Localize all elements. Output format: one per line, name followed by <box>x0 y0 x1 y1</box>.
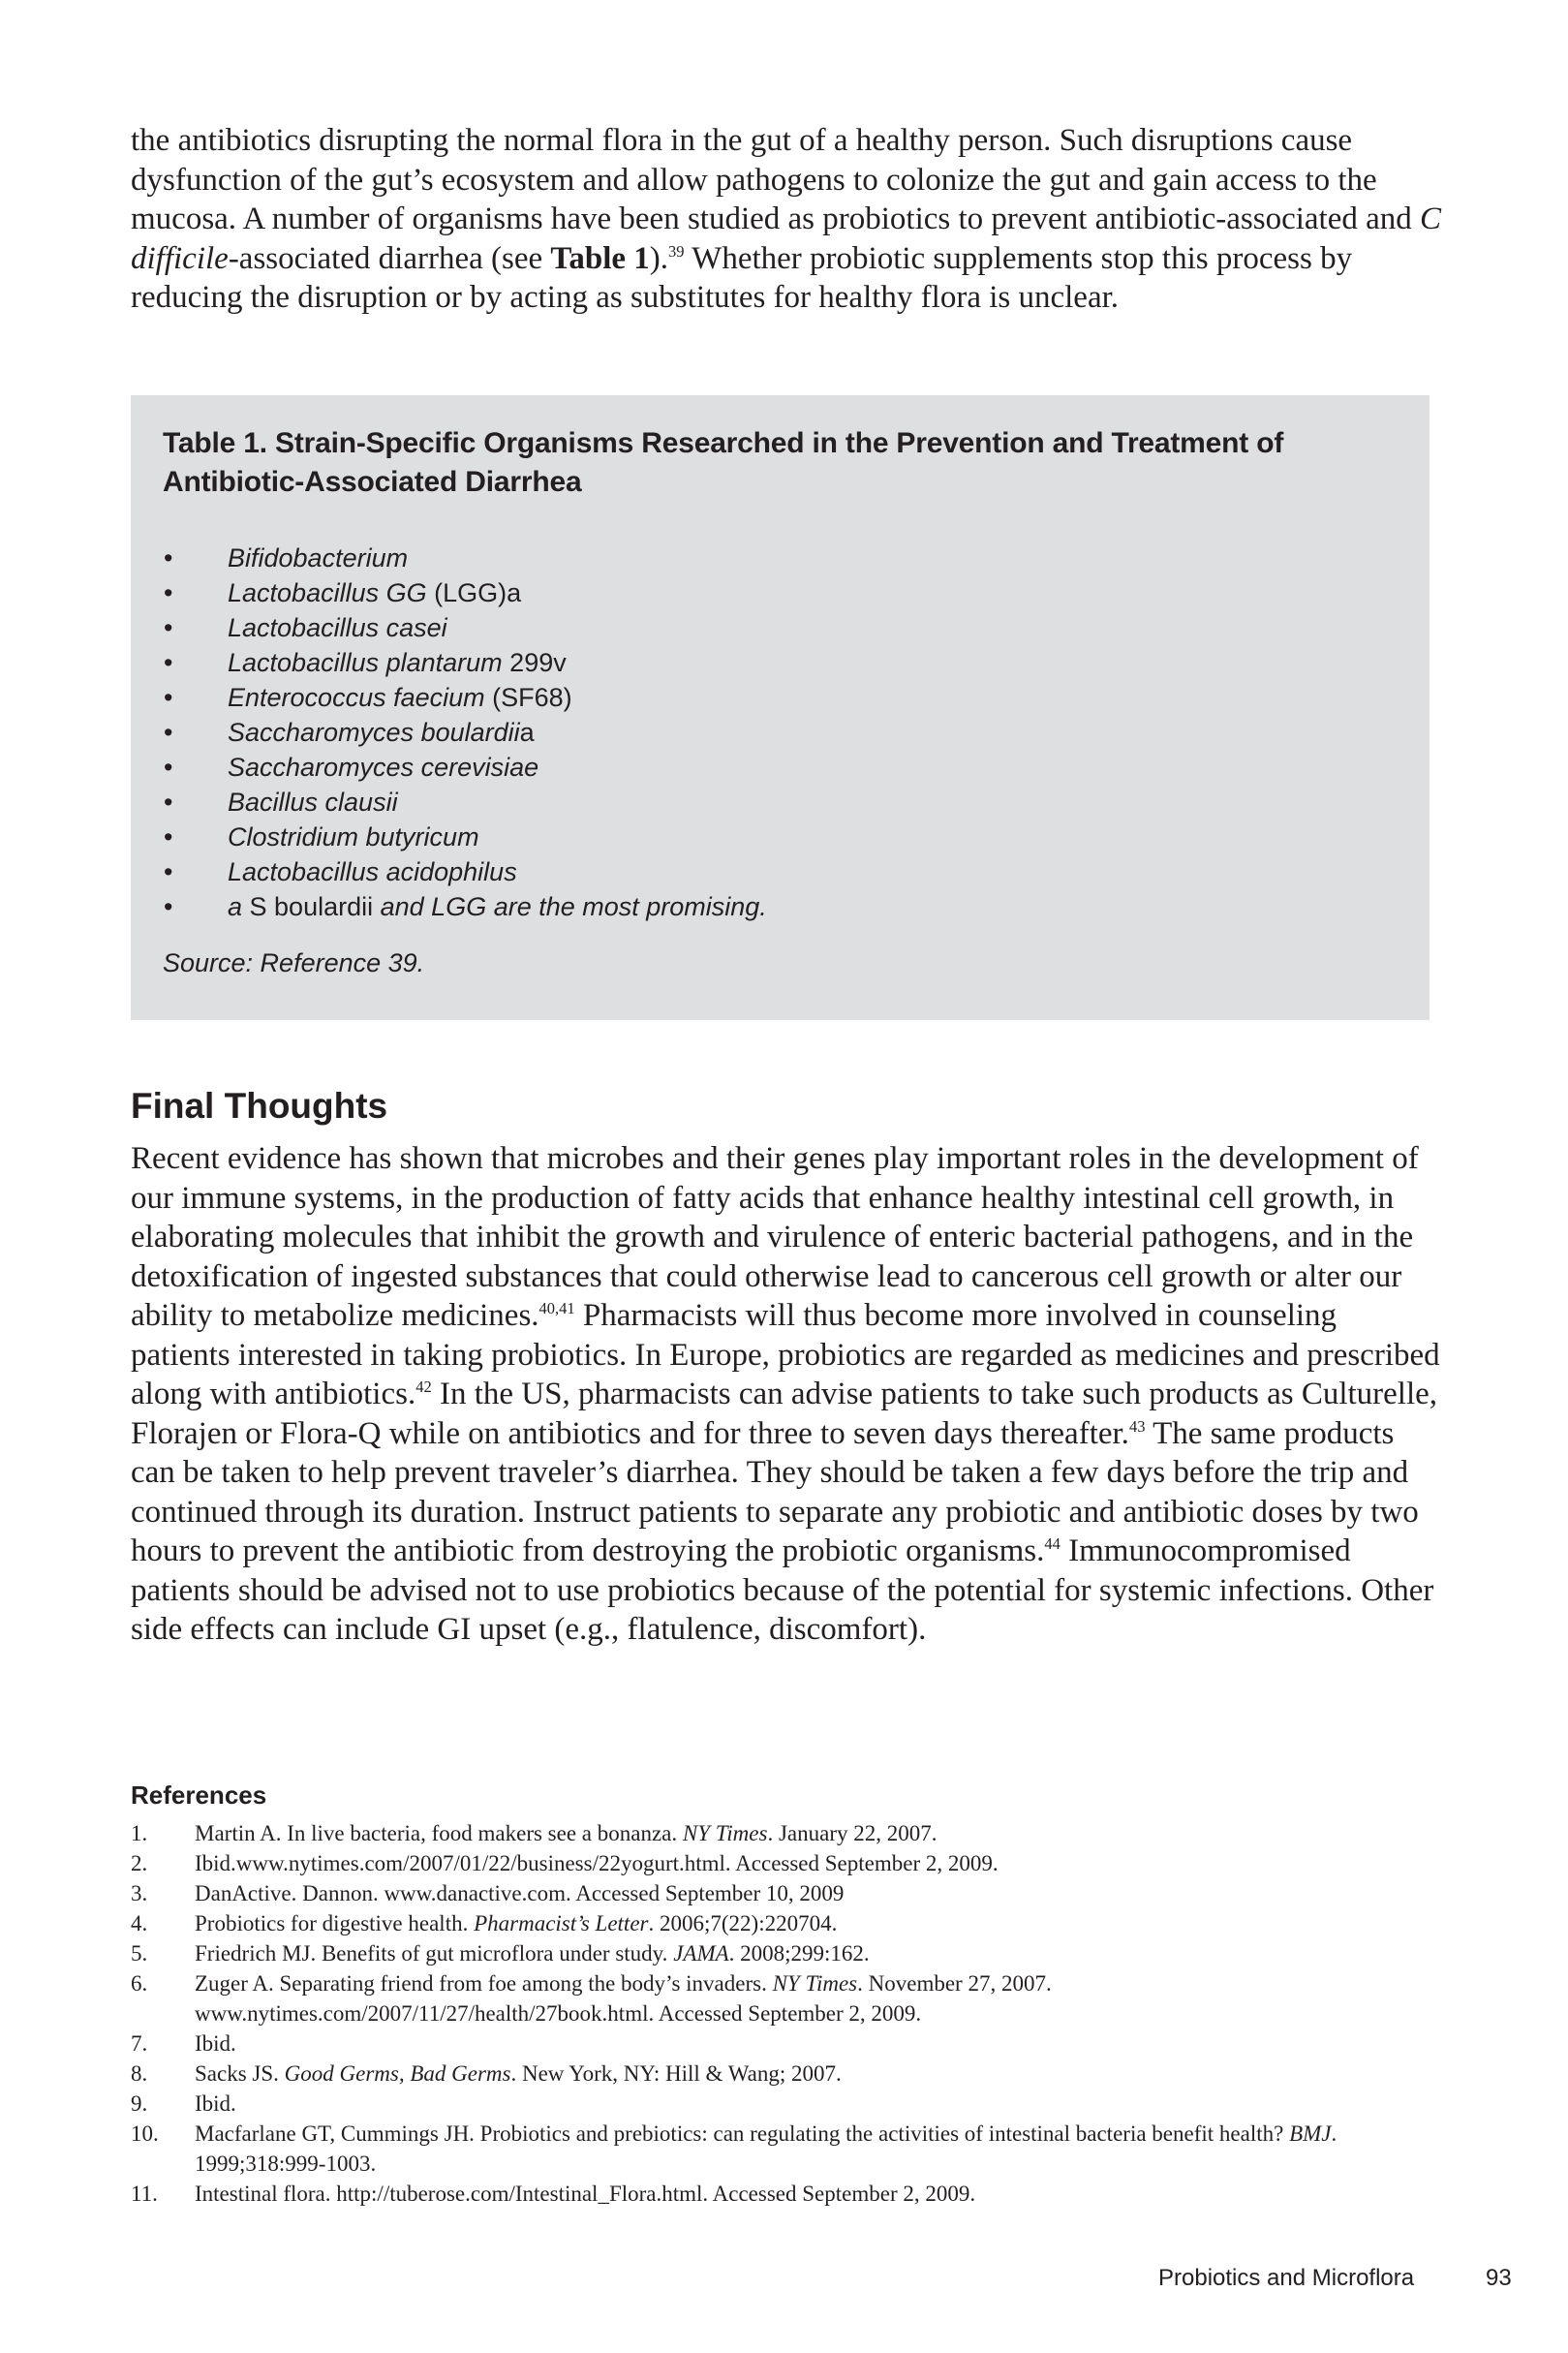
table-title: Table 1. Strain-Specific Organisms Researched in the Prevention and Treatment of Antibiotic-Associated Diarrhea <box>163 427 1284 498</box>
strain-text: Enterococcus faecium (SF68) <box>228 683 572 712</box>
reference-item: 6. Zuger A. Separating friend from foe among the body’s invaders. NY Times. November 27, 2007. www.nytimes.com/2007/11/27/health/27book.html. Accessed September 2, 2009. <box>131 1971 1052 2026</box>
reference-item: 10. Macfarlane GT, Cummings JH. Probiotics and prebiotics: can regulating the activities of intestinal bacteria benefit health? BMJ. 1999;318:999-1003. <box>131 2121 1337 2176</box>
strain-text: Saccharomyces cerevisiae <box>228 753 539 782</box>
bullet: • <box>164 857 173 886</box>
strain-text: Lactobacillus acidophilus <box>228 857 517 886</box>
bullet: • <box>164 683 173 712</box>
bullet: • <box>164 648 173 677</box>
strain-text: Saccharomyces boulardiia <box>228 718 535 747</box>
bullet: • <box>164 578 173 607</box>
strain-text: Lactobacillus GG (LGG)a <box>228 578 522 607</box>
strain-text: Bifidobacterium <box>228 543 409 573</box>
intro-paragraph <box>131 121 1443 318</box>
bullet: • <box>164 613 173 642</box>
intro-text: Whether probiotic supplements stop this process by reducing the disruption or by acting as substitutes for healthy flora is unclear. <box>131 240 1353 315</box>
intro-text: -associated diarrhea (see <box>228 240 551 276</box>
intro-text: ). <box>649 240 669 276</box>
section-heading: Final Thoughts <box>131 1086 388 1126</box>
strain-text: Lactobacillus plantarum 299v <box>228 648 567 677</box>
reference-item: 9. Ibid. <box>131 2091 236 2116</box>
running-footer-title: Probiotics and Microflora <box>1158 2265 1415 2291</box>
strain-footnote: a S boulardii and LGG are the most promising. <box>228 892 767 921</box>
table-reference: Table 1 <box>550 240 650 276</box>
reference-item: 2. Ibid.www.nytimes.com/2007/01/22/business/22yogurt.html. Accessed September 2, 2009. <box>131 1851 999 1875</box>
references-list <box>131 1818 1448 2209</box>
bullet: • <box>164 753 173 782</box>
strain-text: Bacillus clausii <box>228 788 398 817</box>
reference-item: 3. DanActive. Dannon. www.danactive.com. Accessed September 10, 2009 <box>131 1881 845 1905</box>
reference-item: 4. Probiotics for digestive health. Pharmacist’s Letter. 2006;7(22):220704. <box>131 1911 838 1935</box>
citation-superscript: 44 <box>1044 1534 1061 1553</box>
bullet: • <box>164 892 173 921</box>
citation-superscript: 40,41 <box>538 1299 575 1317</box>
reference-item: 7. Ibid. <box>131 2031 236 2056</box>
reference-item: 5. Friedrich MJ. Benefits of gut microflora under study. JAMA. 2008;299:162. <box>131 1941 870 1966</box>
final-thoughts-paragraph: Recent evidence has shown that microbes and their genes play important roles in the development of our immune systems, in the production of fatty acids that enhance healthy intestinal cell growth, in elaborating molecules that inhibit the growth and virulence of enteric bacterial pathogens, and in the detoxification of ingested substances that could otherwise lead to cancerous cell growth or alter our ability to metabolize medicines.$^{40,41}$ Pharmacists will thus become more involved in counseling patients interested in taking probiotics. In Europe, probiotics are regarded as medicines and prescribed along with antibiotics.$^{42}$ In the US, pharmacists can advise patients to take such products as Culturelle, Florajen or Flora-Q while on antibiotics and for three to seven days thereafter.$^{43}$ The same products can be taken to help prevent traveler’s diarrhea. They should be taken a few days before the trip and continued through its duration. Instruct patients to separate any probiotic and antibiotic doses by two hours to prevent the antibiotic from destroying the probiotic organisms.$^{44}$ Immunocompromised patients should be advised not to use probiotics because of the potential for systemic infections. Other side effects can include GI upset (e.g., flatulence, discomfort). <box>131 1141 1440 1647</box>
reference-item: 1. Martin A. In live bacteria, food makers see a bonanza. NY Times. January 22, 2007. <box>131 1821 938 1845</box>
bullet: • <box>164 543 173 573</box>
bullet: • <box>164 788 173 817</box>
references-heading: References <box>131 1780 267 1810</box>
reference-item: 8. Sacks JS. Good Germs, Bad Germs. New York, NY: Hill & Wang; 2007. <box>131 2061 842 2086</box>
bullet: • <box>164 718 173 747</box>
table-source: Source: Reference 39. <box>163 948 425 977</box>
page-number: 93 <box>1486 2265 1512 2291</box>
strain-text: Clostridium butyricum <box>228 822 479 851</box>
strain-text: Lactobacillus casei <box>228 613 447 642</box>
citation-superscript: 39 <box>668 241 685 261</box>
intro-organism-name: C difficile <box>131 201 1442 276</box>
citation-superscript: 42 <box>415 1378 432 1396</box>
bullet: • <box>164 822 173 851</box>
citation-superscript: 43 <box>1128 1416 1146 1436</box>
reference-item: 11. Intestinal flora. http://tuberose.com/Intestinal_Flora.html. Accessed September 2, 2009. <box>131 2182 976 2206</box>
intro-text: the antibiotics disrupting the normal flora in the gut of a healthy person. Such disruptions cause dysfunction of the gut’s ecosystem and allow pathogens to colonize the gut and gain access to the mucosa. A number of organisms have been studied as probiotics to prevent antibiotic-associated and <box>131 123 1420 236</box>
table-1-box <box>131 395 1430 1020</box>
